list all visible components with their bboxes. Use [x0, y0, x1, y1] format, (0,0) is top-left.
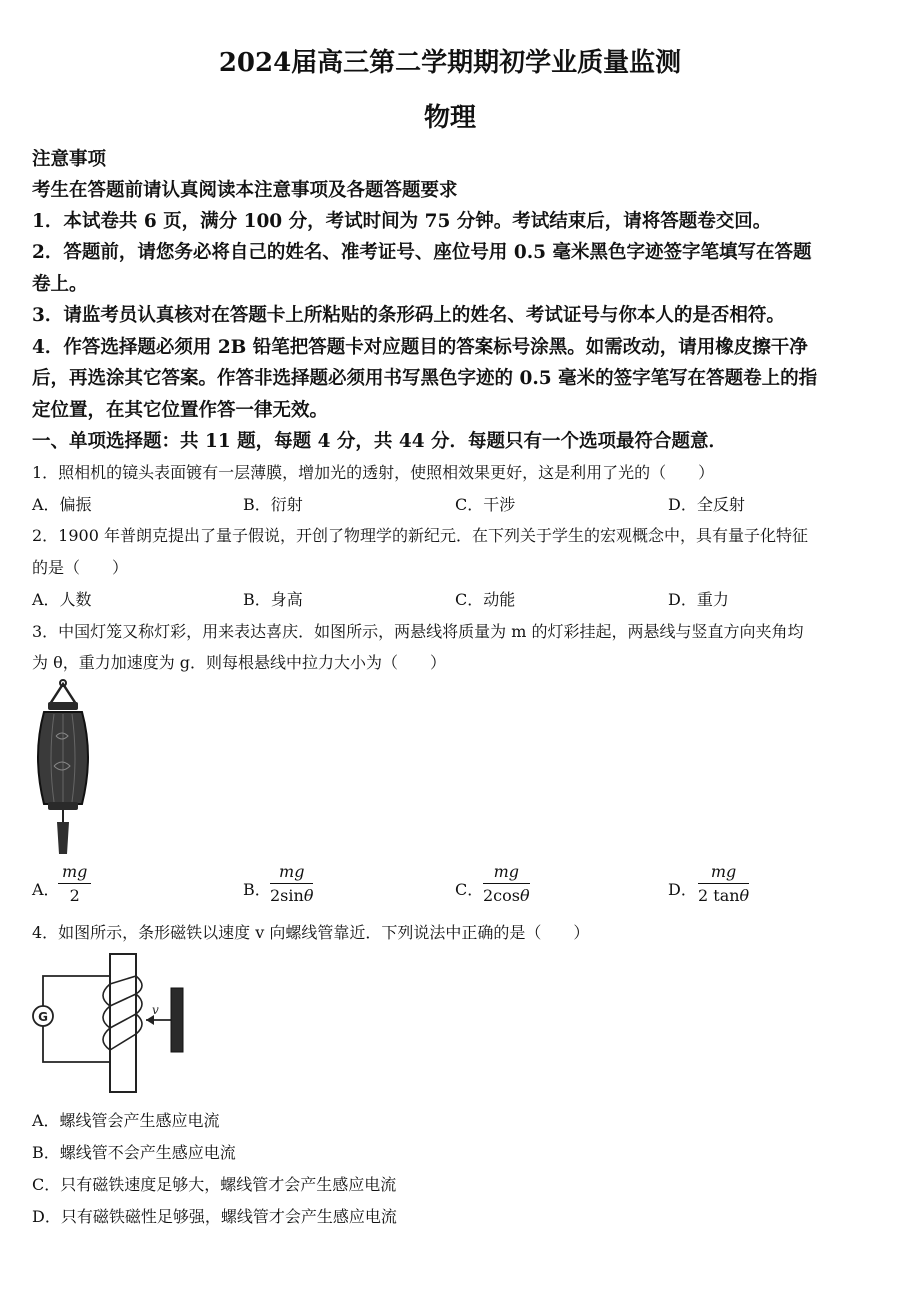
galvanometer-label: G [38, 1010, 48, 1024]
q3-stem-line-2: 为 θ，重力加速度为 g．则每根悬线中拉力大小为（ ） [32, 653, 447, 672]
q1-stem: 1．照相机的镜头表面镀有一层薄膜，增加光的透射，使照相效果更好，这是利用了光的（ ） [32, 463, 715, 482]
q2-stem-line-1: 2．1900 年普朗克提出了量子假说，开创了物理学的新纪元．在下列关于学生的宏观概念中，具有量子化特征 [32, 526, 808, 545]
velocity-label: v [152, 1003, 159, 1017]
lantern-tassel [57, 822, 69, 854]
notes-item-1: 1．本试卷共 6 页，满分 100 分，考试时间为 75 分钟。考试结束后，请将答题卷交回。 [32, 211, 772, 232]
q3-option-c-theta: θ [519, 886, 530, 905]
q1-option-a: A．偏振 [32, 495, 92, 514]
notes-item-2-line-2: 卷上。 [32, 274, 88, 295]
q4-option-c: C．只有磁铁速度足够大，螺线管才会产生感应电流 [32, 1175, 397, 1194]
q4-option-a: A．螺线管会产生感应电流 [32, 1111, 220, 1130]
q3-option-c-denominator: 2cos [483, 886, 520, 905]
exam-title: 2024届高三第二学期期初学业质量监测 [218, 48, 682, 78]
q4-stem: 4．如图所示，条形磁铁以速度 v 向螺线管靠近．下列说法中正确的是（ ） [32, 923, 590, 942]
notes-item-4-line-3: 定位置，在其它位置作答一律无效。 [32, 400, 329, 421]
q1-option-d: D．全反射 [668, 495, 745, 514]
notes-item-4-line-1: 4．作答选择题必须用 2B 铅笔把答题卡对应题目的答案标号涂黑。如需改动，请用橡皮擦干净 [32, 337, 808, 358]
q3-option-c-label: C． [455, 880, 484, 899]
q2-option-b: B．身高 [243, 590, 303, 609]
q3-option-a-numerator: mg [58, 862, 91, 884]
q3-option-d-label: D． [668, 880, 697, 899]
lantern-top-cap [48, 702, 78, 710]
q4-option-d: D．只有磁铁磁性足够强，螺线管才会产生感应电流 [32, 1207, 397, 1226]
q3-option-b-numerator: mg [270, 862, 313, 884]
q2-option-a: A．人数 [32, 590, 92, 609]
lantern-bottom-cap [48, 802, 78, 810]
q1-option-b: B．衍射 [243, 495, 303, 514]
notes-item-3: 3．请监考员认真核对在答题卡上所粘贴的条形码上的姓名、考试证号与你本人的是否相符。 [32, 305, 785, 326]
q3-option-d-numerator: mg [698, 862, 749, 884]
q2-option-d: D．重力 [668, 590, 729, 609]
notes-heading: 注意事项 [32, 149, 107, 170]
notes-item-4-line-2: 后，再选涂其它答案。作答非选择题必须用书写黑色字迹的 0.5 毫米的签字笔写在答题卷上的指 [32, 368, 818, 389]
q3-option-b-denominator: 2sin [270, 886, 304, 905]
subject-title: 物理 [423, 103, 476, 133]
bar-magnet [171, 988, 183, 1052]
notes-intro: 考生在答题前请认真阅读本注意事项及各题答题要求 [32, 180, 458, 201]
q2-stem-line-2: 的是（ ） [32, 558, 129, 577]
q4-option-b: B．螺线管不会产生感应电流 [32, 1143, 236, 1162]
q3-stem-line-1: 3．中国灯笼又称灯彩，用来表达喜庆．如图所示，两悬线将质量为 m 的灯彩挂起，两悬线与竖直方向夹角均 [32, 622, 804, 641]
lantern-figure [30, 676, 100, 861]
q3-option-c-fraction [483, 862, 530, 905]
q3-option-b-theta: θ [303, 886, 314, 905]
q3-option-c-numerator: mg [483, 862, 530, 884]
q3-option-d-denominator: 2 tan [698, 886, 740, 905]
q2-option-c: C．动能 [455, 590, 516, 609]
solenoid-core [110, 954, 136, 1092]
q1-option-c: C．干涉 [455, 495, 516, 514]
q3-option-d-theta: θ [739, 886, 750, 905]
q3-option-b-label: B． [243, 880, 271, 899]
section-heading: 一、单项选择题：共 11 题，每题 4 分，共 44 分．每题只有一个选项最符合题意． [32, 431, 728, 452]
q3-option-a-denominator: 2 [69, 886, 80, 905]
q3-option-a-fraction [58, 862, 91, 905]
q3-option-a-label: A． [32, 880, 60, 899]
notes-item-2-line-1: 2．答题前，请您务必将自己的姓名、准考证号、座位号用 0.5 毫米黑色字迹签字笔填写在答题 [32, 242, 812, 263]
solenoid-circuit-figure [26, 948, 196, 1096]
q3-option-d-fraction [698, 862, 749, 905]
q3-option-b-fraction [270, 862, 313, 905]
